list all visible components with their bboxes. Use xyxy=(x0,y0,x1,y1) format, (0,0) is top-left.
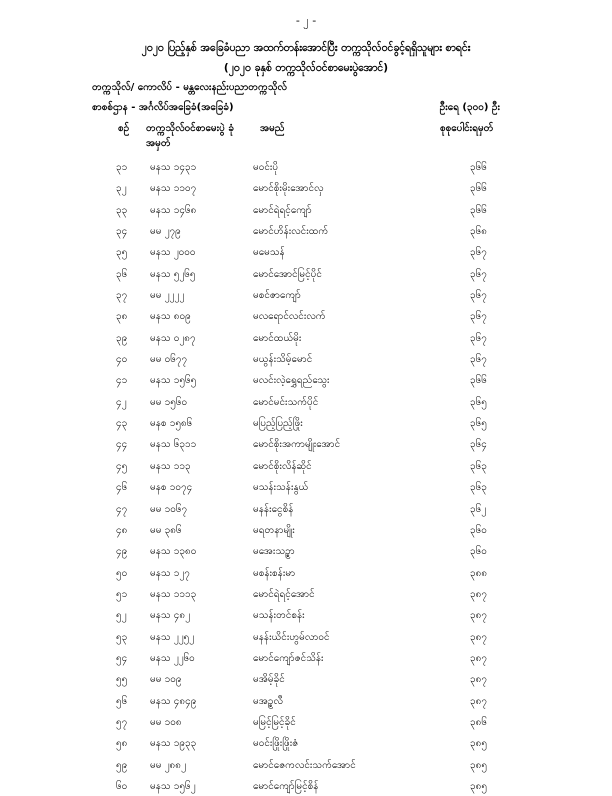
roll-number: မနသ ၆၃၁၁ xyxy=(150,439,197,451)
total-score: ၃၈၇ xyxy=(470,652,487,664)
row-number: ၅၁ xyxy=(116,588,128,600)
student-name: မယွန်းသိမ့်မောင် xyxy=(253,354,313,366)
table-row xyxy=(0,369,612,390)
roll-number: မမ ၂၂၂၂ xyxy=(150,290,185,302)
roll-number: မနသ ၁၄၆၈ xyxy=(150,204,197,216)
student-name: မစင်ဇာကျော် xyxy=(253,290,301,302)
results-table xyxy=(0,156,612,796)
roll-number: မနသ ၁၅၆၂ xyxy=(150,780,196,792)
table-row xyxy=(0,711,612,732)
table-row xyxy=(0,519,612,540)
total-score: ၃၈၇ xyxy=(470,610,487,622)
roll-number: မနစ ၁၅၈၆ xyxy=(150,418,193,430)
student-name: မောင်စိုးလိန်ဆိုင် xyxy=(253,460,312,472)
roll-number: မနသ ၁၁၃ xyxy=(150,460,191,472)
student-name: မပြည့်ပြည့်ဖြိုး xyxy=(253,418,303,430)
student-name: မောင်စိုးမိုးအောင်လှ xyxy=(253,183,324,195)
row-number: ၃၉ xyxy=(116,332,128,344)
document-title xyxy=(0,38,612,78)
roll-number: မနသ ၁၅၆၅ xyxy=(150,375,197,387)
total-score: ၃၆၇ xyxy=(470,354,487,366)
total-score: ၃၆၈ xyxy=(470,226,487,238)
student-name: မအိမ့်ခိုင် xyxy=(253,674,285,686)
table-row xyxy=(0,775,612,796)
student-name: မောင်စိုးအကာမျိုးအောင် xyxy=(253,439,341,451)
table-row xyxy=(0,348,612,369)
table-row xyxy=(0,562,612,583)
row-number: ၆၀ xyxy=(116,780,128,792)
table-row xyxy=(0,498,612,519)
row-number: ၃၃ xyxy=(116,204,128,216)
total-score: ၃၆၄ xyxy=(470,439,487,451)
roll-number: မနသ ၂၂၆၀ xyxy=(150,652,195,664)
table-row xyxy=(0,754,612,775)
table-row xyxy=(0,241,612,262)
total-score: ၃၈၇ xyxy=(470,674,487,686)
region-line: စာစစ်ဌာန - အင်္ဂလိပ်အခြေခံ(အခြေခံ) xyxy=(92,102,234,113)
title-line-2: (၂၀၂၀ ခုနှစ် တက္ကသိုလ်ဝင်စာမေးပွဲအောင်) xyxy=(223,62,389,74)
table-row xyxy=(0,433,612,454)
table-row xyxy=(0,305,612,326)
table-row xyxy=(0,156,612,177)
student-name: မနန်းယိင်းဟွမ်လာဝင် xyxy=(253,631,330,643)
table-row xyxy=(0,199,612,220)
total-score: ၃၈၆ xyxy=(470,716,487,728)
row-number: ၄၁ xyxy=(116,375,128,387)
student-name: မအေးသဉ္စာ xyxy=(253,546,295,558)
row-number: ၄၀ xyxy=(116,354,128,366)
total-score: ၃၈၅ xyxy=(470,738,487,750)
table-row xyxy=(0,284,612,305)
total-score: ၃၆၅ xyxy=(470,418,487,430)
student-name: မနန်းငွေစိန် xyxy=(253,503,294,515)
total-score: ၃၈၇ xyxy=(470,588,487,600)
table-row xyxy=(0,626,612,647)
row-number: ၄၅ xyxy=(116,460,128,472)
roll-number: မနသ ၁၄၃၁ xyxy=(150,162,197,173)
row-number: ၅၂ xyxy=(116,610,127,622)
total-score: ၃၈၈ xyxy=(470,567,488,579)
total-score: ၃၈၅ xyxy=(470,759,487,771)
total-score: ၃၈၇ xyxy=(470,631,487,643)
student-name: မရတနာမျိုး xyxy=(253,524,295,536)
student-name: မသန်းသန်းနွယ် xyxy=(253,482,309,494)
roll-number: မနသ ၈၀၉ xyxy=(150,311,191,323)
column-header-name: အမည် xyxy=(260,123,285,134)
student-name: မောင်ကျော်မြင့်စိန် xyxy=(253,780,319,792)
student-name: မဝင်းပို xyxy=(253,162,279,173)
row-number: ၃၂ xyxy=(116,183,127,195)
column-header-score: စုစုပေါင်းရမှတ် xyxy=(440,123,494,134)
student-name: မသန်းတင်စန်း xyxy=(253,610,305,622)
roll-number: မနသ ၄၈၄၉ xyxy=(150,695,197,707)
total-score: ၃၆၀ xyxy=(470,546,487,558)
total-score: ၃၆၇ xyxy=(470,311,487,323)
roll-number: မမ ၁၅၆၀ xyxy=(150,396,188,408)
row-number: ၅၅ xyxy=(116,674,128,686)
total-score: ၃၆၆ xyxy=(470,183,487,195)
student-name: မလရောင်လင်းလက် xyxy=(253,311,326,323)
table-row xyxy=(0,476,612,497)
score-range-line: ဦးရေ (၃၀၀) ဦး xyxy=(439,102,500,113)
table-row xyxy=(0,412,612,433)
total-score: ၃၈၇ xyxy=(470,695,487,707)
total-score: ၃၆၃ xyxy=(470,482,487,494)
table-row xyxy=(0,540,612,561)
roll-number: မမ ၂၇၉ xyxy=(150,226,181,238)
total-score: ၃၆၃ xyxy=(470,460,487,472)
table-row xyxy=(0,647,612,668)
student-name: မောင်ရဲရင့်ကျော် xyxy=(253,204,312,216)
roll-number: မမ ၁၀၈ xyxy=(150,716,182,728)
column-header-no: စဉ် xyxy=(118,123,130,134)
roll-number: မနသ ၁၁၁၃ xyxy=(150,588,197,600)
table-row xyxy=(0,583,612,604)
total-score: ၃၆၀ xyxy=(470,524,487,536)
row-number: ၅၉ xyxy=(116,759,128,771)
total-score: ၃၆၆ xyxy=(470,162,487,173)
column-header-roll: တက္ကသိုလ်ဝင်စာမေးပွဲ ခုံအမှတ် xyxy=(146,123,234,149)
total-score: ၃၆၇ xyxy=(470,268,487,280)
row-number: ၅၃ xyxy=(116,631,128,643)
total-score: ၃၆၇ xyxy=(470,332,487,344)
student-name: မလင်းလဲ့ရွှေရည်သွေး xyxy=(253,375,330,387)
row-number: ၃၆ xyxy=(116,268,128,280)
row-number: ၄၆ xyxy=(116,482,128,494)
row-number: ၅၇ xyxy=(116,716,128,728)
roll-number: မနသ ၁၁၀၇ xyxy=(150,183,197,195)
total-score: ၃၆၆ xyxy=(470,204,487,216)
roll-number: မမ ၁၀၆၇ xyxy=(150,503,188,515)
title-line-1: ၂၀၂၀ ပြည့်နှစ် အခြေခံပညာ အထက်တန်းအောင်ပြီး တက္ကသိုလ်ဝင်ခွင့်ရရှိသူများ စာရင်း xyxy=(141,42,471,54)
total-score: ၃၆၆ xyxy=(470,375,487,387)
row-number: ၃၅ xyxy=(116,247,128,259)
row-number: ၅၀ xyxy=(116,567,128,579)
roll-number: မနသ ၁၉၃၃ xyxy=(150,738,197,750)
row-number: ၄၄ xyxy=(116,439,128,451)
table-row xyxy=(0,391,612,412)
student-name: မောင်ဇေကလင်းသက်အောင် xyxy=(253,759,356,771)
roll-number: မမ ၀၆၇၇ xyxy=(150,354,188,366)
roll-number: မမ ၂၈၈၂ xyxy=(150,759,186,771)
row-number: ၃၇ xyxy=(116,290,128,302)
roll-number: မနသ ၄၈၂ xyxy=(150,610,190,622)
student-name: မောင်အောင်မြင့်ပိုင် xyxy=(253,268,322,280)
roll-number: မနသ ၅၂၆၅ xyxy=(150,268,196,280)
row-number: ၅၄ xyxy=(116,652,128,664)
student-name: မမေသန် xyxy=(253,247,285,259)
student-name: မောင်ထယ်မိုး xyxy=(253,332,302,344)
roll-number: မမ ၃၈၆ xyxy=(150,524,182,536)
student-name: မောင်ရဲရင့်အောင် xyxy=(253,588,315,600)
total-score: ၃၆၂ xyxy=(470,503,487,515)
roll-number: မနသ ၂၀၀၀ xyxy=(150,247,196,259)
student-name: မအဥ္စလီ xyxy=(253,695,283,707)
roll-number: မနသ ၀၂၈၇ xyxy=(150,332,196,344)
row-number: ၄၇ xyxy=(116,503,128,515)
student-name: မဝင်းဖြိုးဖြိုးဇံ xyxy=(253,738,299,750)
row-number: ၄၂ xyxy=(116,396,127,408)
table-row xyxy=(0,604,612,625)
row-number: ၄၃ xyxy=(116,418,128,430)
roll-number: မနစ ၁၀၇၄ xyxy=(150,482,193,494)
roll-number: မနသ ၂၂၅၂ xyxy=(150,631,195,643)
student-name: မောင်မင်းသက်ပိုင် xyxy=(253,396,319,408)
table-row xyxy=(0,668,612,689)
roll-number: မနသ ၁၂၇ xyxy=(150,567,190,579)
total-score: ၃၆၇ xyxy=(470,290,487,302)
total-score: ၃၆၅ xyxy=(470,396,487,408)
university-line: တက္ကသိုလ်/ ကောလိပ် - မန္တလေးနည်းပညာတက္ကသိုလ် xyxy=(92,82,287,93)
table-row xyxy=(0,327,612,348)
row-number: ၅၆ xyxy=(116,695,128,707)
student-name: မမြင့်မြင့်ခိုင် xyxy=(253,716,296,728)
table-row xyxy=(0,263,612,284)
row-number: ၄၉ xyxy=(116,546,128,558)
student-name: မောင်ကျော်ဇင်သိန်း xyxy=(253,652,324,664)
table-row xyxy=(0,690,612,711)
row-number: ၃၁ xyxy=(116,162,128,173)
total-score: ၃၆၇ xyxy=(470,247,487,259)
student-name: မောင်ဟိန်းလင်းထက် xyxy=(253,226,329,238)
row-number: ၅၈ xyxy=(116,738,128,750)
page-number: - ၂ - xyxy=(295,14,317,27)
table-row xyxy=(0,220,612,241)
student-name: မစန်းစန်းမာ xyxy=(253,567,296,579)
roll-number: မနသ ၁၃၈၀ xyxy=(150,546,197,558)
total-score: ၃၈၅ xyxy=(470,780,487,792)
row-number: ၄၈ xyxy=(116,524,128,536)
roll-number: မမ ၁၀၉ xyxy=(150,674,182,686)
table-row xyxy=(0,732,612,753)
row-number: ၃၈ xyxy=(116,311,128,323)
table-row xyxy=(0,455,612,476)
table-row xyxy=(0,177,612,198)
row-number: ၃၄ xyxy=(116,226,128,238)
